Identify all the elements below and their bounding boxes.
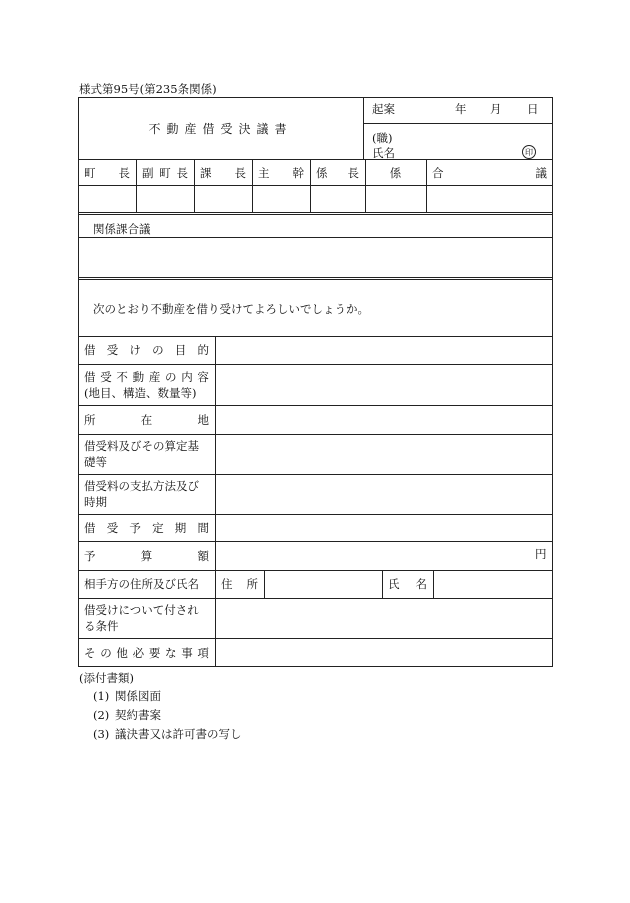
row-label-period: 借 受 予 定 期 間 <box>84 520 209 535</box>
form-number-label: 様式第95号(第235条関係) <box>79 82 217 96</box>
attachments-title: (添付書類) <box>79 671 134 685</box>
divider <box>78 212 553 215</box>
approval-header-chief: 町 長 <box>84 166 130 180</box>
date-day-label: 日 <box>527 102 539 116</box>
attachment-item: (1) 関係図面 <box>93 689 161 703</box>
document-title: 不動産借受決議書 <box>148 121 293 136</box>
divider <box>78 277 553 280</box>
seal-icon: 印 <box>522 145 536 159</box>
divider <box>363 97 364 159</box>
row-label-conditions: 借受けについて付され る条件 <box>84 603 199 633</box>
approval-header-group-chief: 係 長 <box>316 166 359 180</box>
proposer-name-label: 氏名 <box>372 146 395 160</box>
date-month-label: 月 <box>490 102 502 116</box>
approval-header-staff: 係 <box>389 166 402 180</box>
approval-header-vice-chief: 副 町 長 <box>142 166 188 180</box>
attachment-item: (2) 契約書案 <box>93 708 161 722</box>
kian-label: 起案 <box>372 102 395 116</box>
row-label-fee: 借受料及びその算定基 礎等 <box>84 439 199 469</box>
row-label-other: そ の 他 必 要 な 事 項 <box>84 645 209 660</box>
divider <box>78 237 553 238</box>
position-label: (職) <box>372 131 393 145</box>
approval-header-consultation: 合 議 <box>432 166 547 180</box>
related-section-heading: 関係課合議 <box>93 222 151 236</box>
row-label-purpose: 借 受 け の 目 的 <box>84 343 209 357</box>
divider <box>433 570 434 598</box>
divider <box>78 159 553 160</box>
divider <box>78 185 553 186</box>
row-label-content: 借 受 不 動 産 の 内 容 (地目、構造、数量等) <box>84 369 209 400</box>
row-label-payment: 借受料の支払方法及び 時期 <box>84 479 199 509</box>
approval-header-section-chief: 課 長 <box>200 166 246 180</box>
notice-text: 次のとおり不動産を借り受けてよろしいでしょうか。 <box>93 302 369 316</box>
approval-header-supervisor: 主 幹 <box>258 166 304 180</box>
attachment-item: (3) 議決書又は許可書の写し <box>93 727 242 741</box>
budget-unit: 円 <box>535 547 547 561</box>
divider <box>215 336 216 667</box>
date-year-label: 年 <box>455 102 467 116</box>
divider <box>363 123 553 124</box>
divider <box>264 570 265 598</box>
partner-name-label: 氏 名 <box>388 577 427 591</box>
row-label-location: 所 在 地 <box>84 412 209 427</box>
row-label-budget: 予 算 額 <box>84 548 209 563</box>
partner-address-label: 住 所 <box>221 577 258 591</box>
row-label-partner: 相手方の住所及び氏名 <box>84 577 199 591</box>
